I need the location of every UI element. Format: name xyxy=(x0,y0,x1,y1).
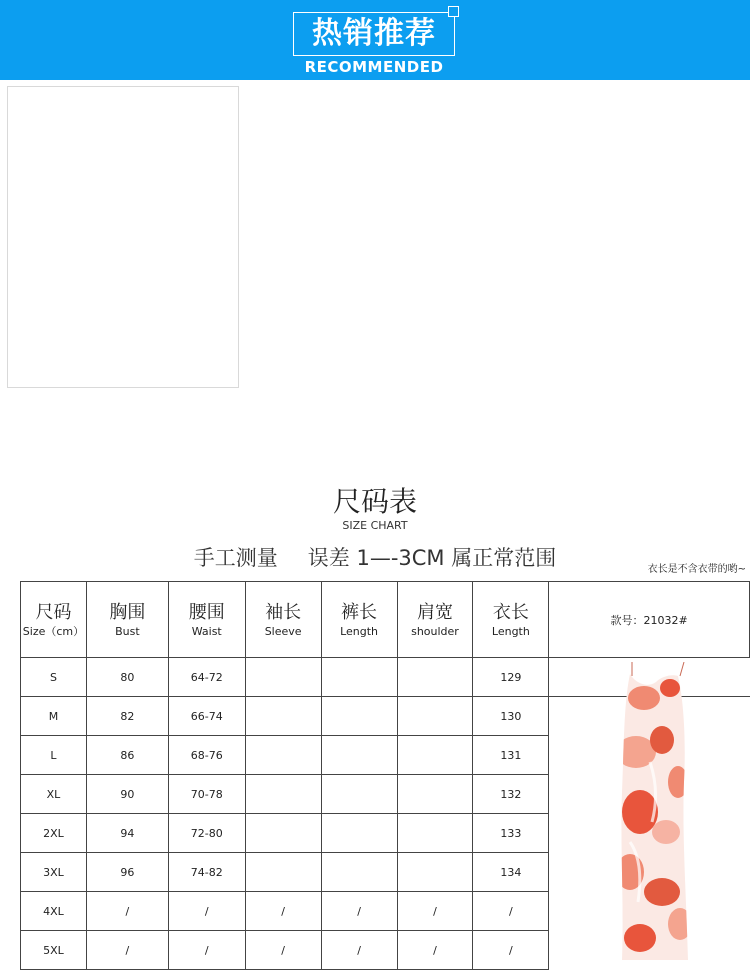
cell-length: 129 xyxy=(473,658,549,697)
cell-shoulder xyxy=(397,853,473,892)
cell-shoulder xyxy=(397,697,473,736)
cell-bust: 86 xyxy=(86,736,168,775)
cell-waist: / xyxy=(168,892,245,931)
cell-sleeve xyxy=(245,658,321,697)
header-pants-length: 裤长 Length xyxy=(321,582,397,658)
cell-size: M xyxy=(21,697,87,736)
header-bust: 胸围 Bust xyxy=(86,582,168,658)
cell-pants-length: / xyxy=(321,931,397,970)
cell-size: 5XL xyxy=(21,931,87,970)
cell-waist: 66-74 xyxy=(168,697,245,736)
size-chart-subtitle: SIZE CHART xyxy=(342,519,408,532)
banner-subtitle: RECOMMENDED xyxy=(304,58,444,76)
cell-bust: / xyxy=(86,892,168,931)
cell-sleeve xyxy=(245,853,321,892)
cell-bust: 82 xyxy=(86,697,168,736)
size-chart-title: 尺码表 xyxy=(332,485,417,518)
cell-pants-length xyxy=(321,853,397,892)
cell-waist: 68-76 xyxy=(168,736,245,775)
cell-shoulder xyxy=(397,736,473,775)
cell-sleeve: / xyxy=(245,931,321,970)
cell-waist: / xyxy=(168,931,245,970)
cell-sleeve xyxy=(245,697,321,736)
cell-size: 4XL xyxy=(21,892,87,931)
cell-pants-length xyxy=(321,814,397,853)
cell-length: 132 xyxy=(473,775,549,814)
recommended-banner xyxy=(0,0,750,80)
cell-shoulder xyxy=(397,658,473,697)
cell-waist: 74-82 xyxy=(168,853,245,892)
cell-sleeve xyxy=(245,814,321,853)
style-number: 款号：21032# xyxy=(549,582,750,658)
cell-pants-length xyxy=(321,775,397,814)
cell-length: 133 xyxy=(473,814,549,853)
cell-bust: 90 xyxy=(86,775,168,814)
measurement-note-left: 手工测量 xyxy=(193,546,278,570)
length-note: 衣长是不含衣带的哟~ xyxy=(647,564,746,575)
cell-bust: 94 xyxy=(86,814,168,853)
floral-dress-model-image xyxy=(600,662,700,960)
cell-sleeve xyxy=(245,736,321,775)
cell-waist: 64-72 xyxy=(168,658,245,697)
cell-shoulder: / xyxy=(397,892,473,931)
measurement-note xyxy=(0,542,750,574)
cell-sleeve xyxy=(245,775,321,814)
cell-shoulder xyxy=(397,775,473,814)
cell-length: / xyxy=(473,931,549,970)
header-length: 衣长 Length xyxy=(473,582,549,658)
cell-size: XL xyxy=(21,775,87,814)
cell-sleeve: / xyxy=(245,892,321,931)
cell-bust: 96 xyxy=(86,853,168,892)
measurement-note-right: 误差 1—-3CM 属正常范围 xyxy=(307,546,557,570)
recommended-product-card[interactable] xyxy=(7,86,239,388)
cell-pants-length xyxy=(321,736,397,775)
header-shoulder: 肩宽 shoulder xyxy=(397,582,473,658)
header-waist: 腰围 Waist xyxy=(168,582,245,658)
cell-shoulder xyxy=(397,814,473,853)
cell-size: 2XL xyxy=(21,814,87,853)
cell-pants-length xyxy=(321,658,397,697)
cell-size: S xyxy=(21,658,87,697)
header-size: 尺码 Size（cm） xyxy=(21,582,87,658)
cell-bust: 80 xyxy=(86,658,168,697)
cell-length: 130 xyxy=(473,697,549,736)
cell-length: 134 xyxy=(473,853,549,892)
header-sleeve: 袖长 Sleeve xyxy=(245,582,321,658)
cell-size: 3XL xyxy=(21,853,87,892)
cell-length: / xyxy=(473,892,549,931)
cell-pants-length xyxy=(321,697,397,736)
cell-shoulder: / xyxy=(397,931,473,970)
cell-bust: / xyxy=(86,931,168,970)
cell-waist: 70-78 xyxy=(168,775,245,814)
cell-length: 131 xyxy=(473,736,549,775)
cell-pants-length: / xyxy=(321,892,397,931)
banner-title: 热销推荐 xyxy=(312,16,436,51)
cell-size: L xyxy=(21,736,87,775)
cell-waist: 72-80 xyxy=(168,814,245,853)
table-header-row xyxy=(21,582,750,658)
